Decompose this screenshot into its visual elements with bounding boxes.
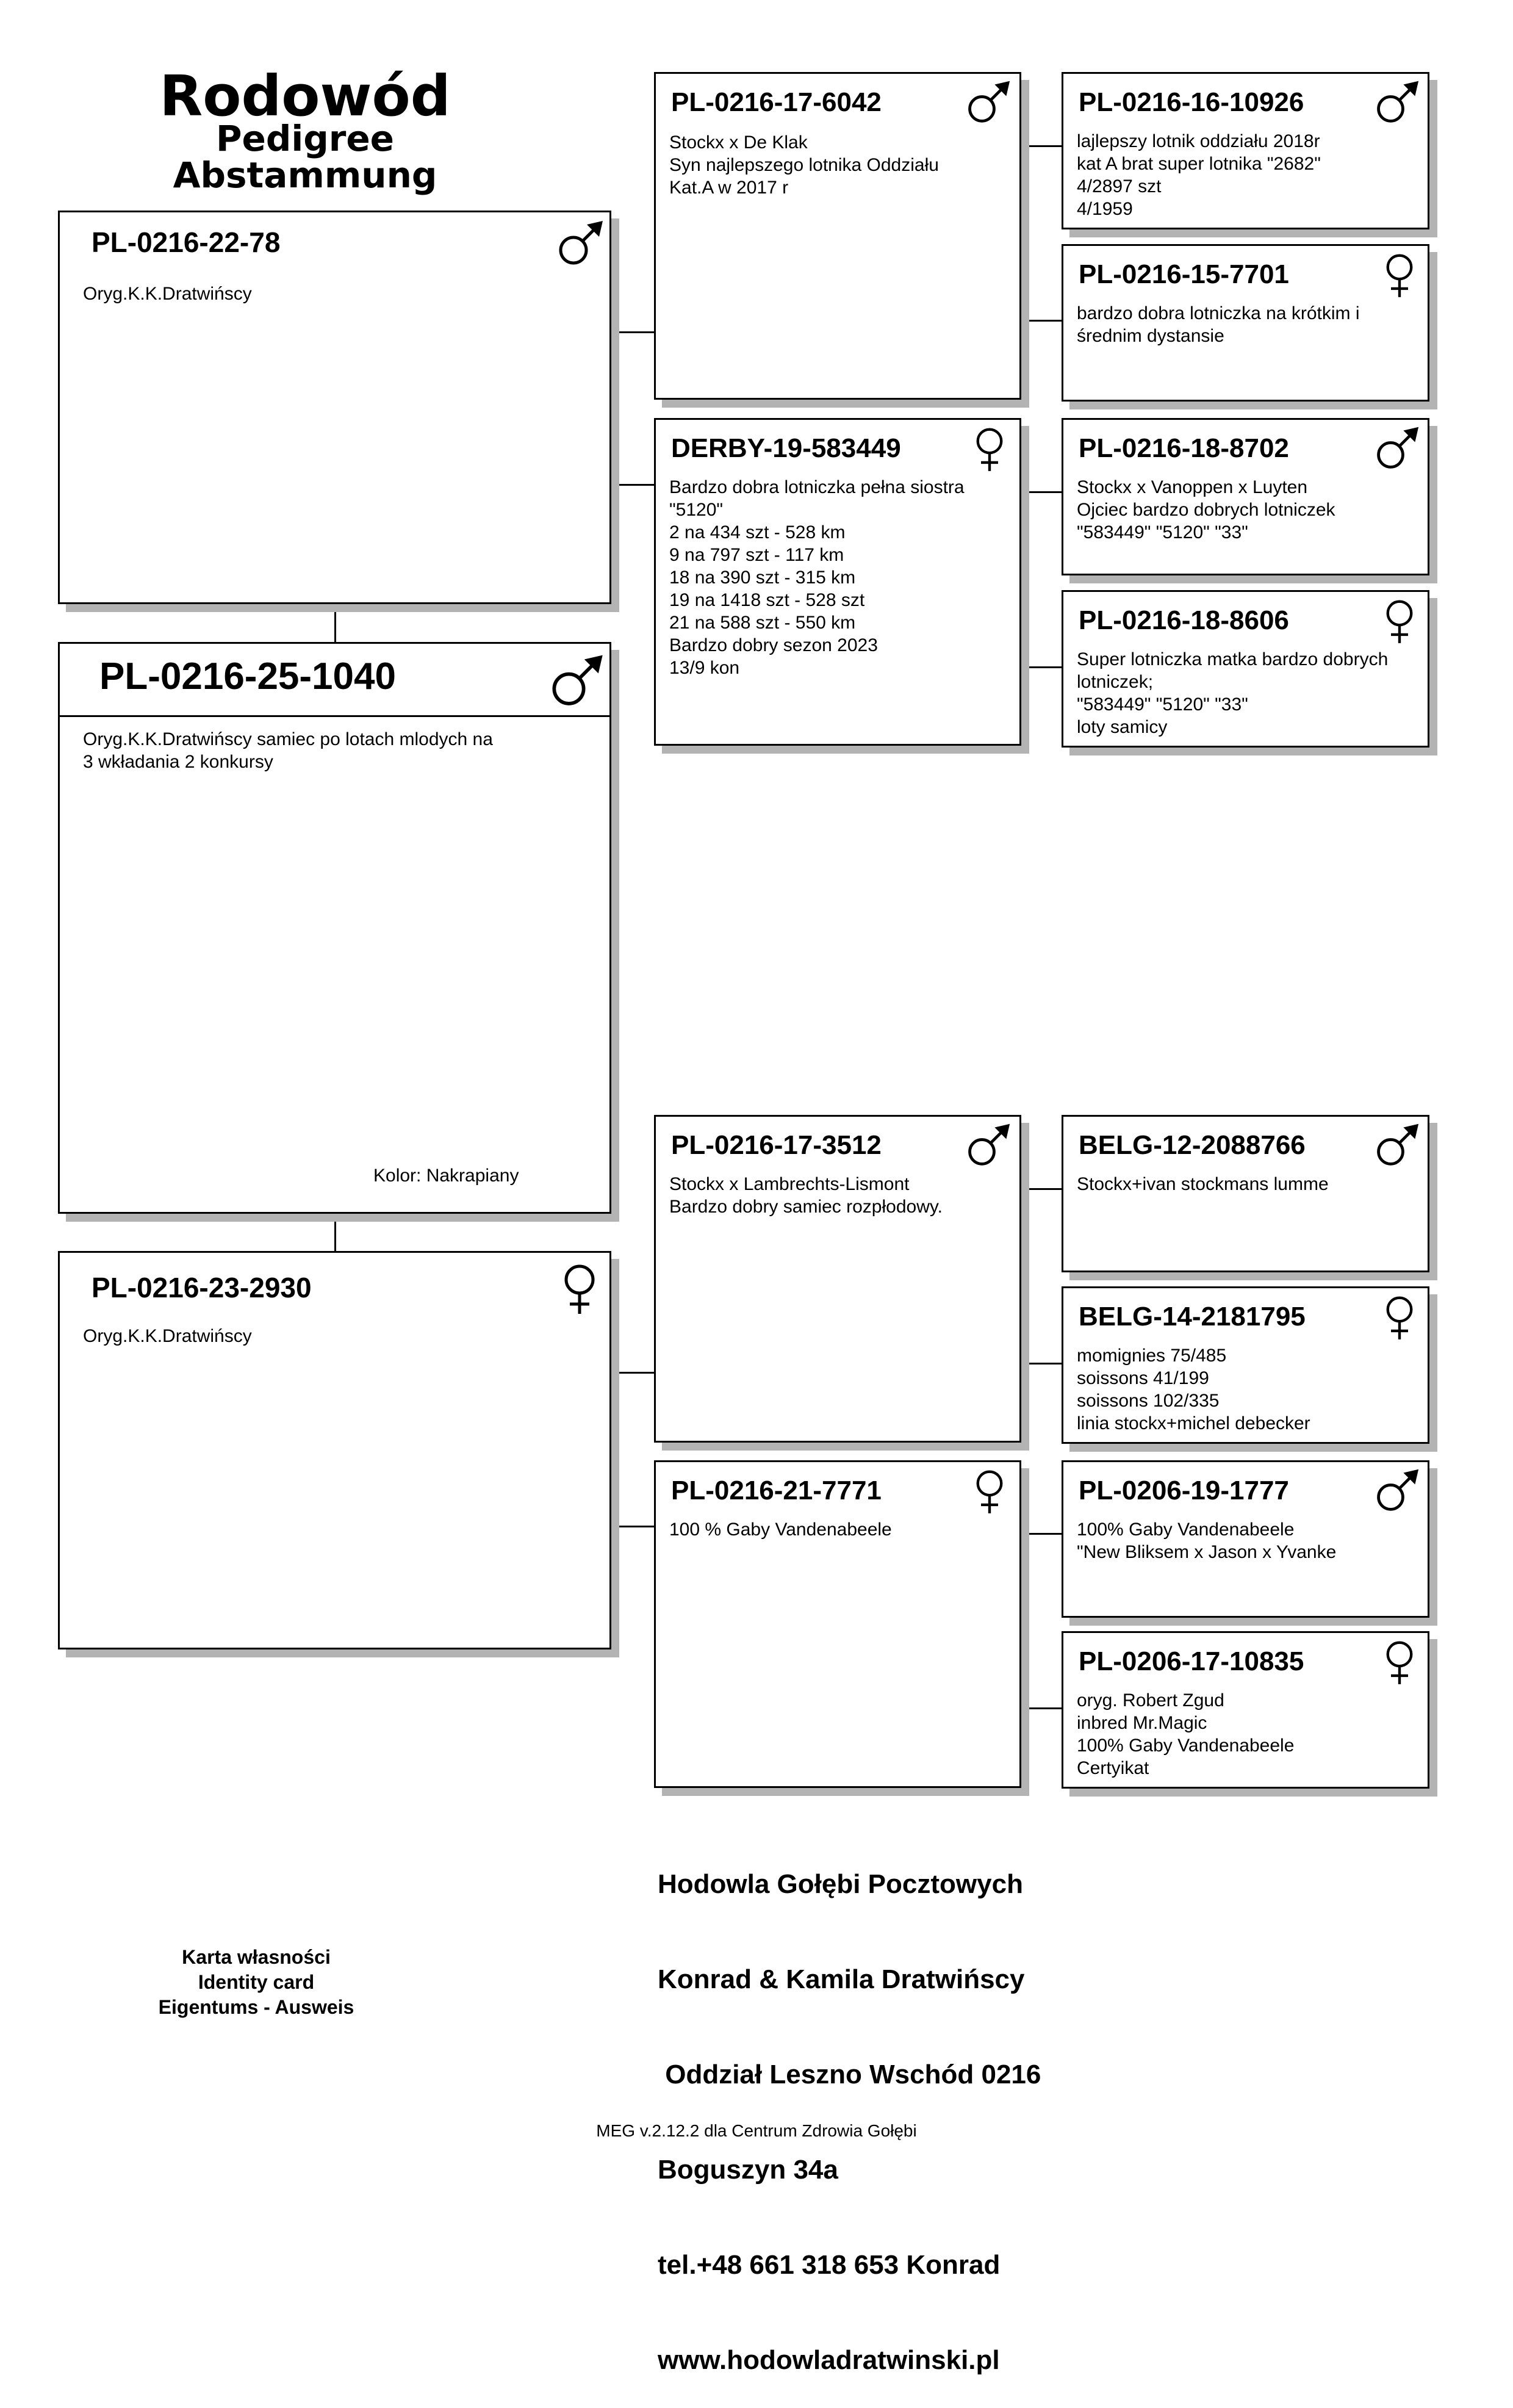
ring-number: PL-0216-17-6042	[671, 87, 882, 117]
description: Super lotniczka matka bardzo dobrych lotniczek; "583449" "5120" "33" loty samicy	[1077, 649, 1389, 737]
ss-dam-card	[1062, 244, 1429, 402]
ring-number: PL-0216-18-8702	[1079, 433, 1289, 463]
female-icon	[968, 424, 1011, 475]
ring-number: PL-0216-16-10926	[1079, 87, 1304, 117]
description: bardzo dobra lotniczka na krótkim i średnim dystansie	[1077, 303, 1360, 346]
female-icon	[1378, 1292, 1421, 1343]
description: Stockx x De Klak Syn najlepszego lotnika Oddziału Kat.A w 2017 r	[669, 132, 939, 198]
dam-dam-card	[654, 1460, 1021, 1788]
ring-number: PL-0206-19-1777	[1079, 1476, 1289, 1505]
identity-card-pl: Karta własności	[182, 1946, 331, 1968]
subject-card	[58, 642, 611, 1214]
connector-sire-sire	[610, 331, 654, 333]
header-divider	[60, 715, 609, 717]
description: oryg. Robert Zgud inbred Mr.Magic 100% Gaby Vandenabeele Certyikat	[1077, 1690, 1295, 1778]
description: 100 % Gaby Vandenabeele	[669, 1519, 892, 1540]
connector-sd-dam	[1020, 666, 1064, 668]
male-icon	[1373, 425, 1420, 471]
connector-sire-subject	[334, 603, 336, 643]
dam-card	[58, 1251, 611, 1649]
ring-number: PL-0216-15-7701	[1079, 259, 1289, 289]
ds-dam-card	[1062, 1286, 1429, 1444]
female-icon	[1378, 250, 1421, 301]
dd-sire-card	[1062, 1460, 1429, 1618]
sire-dam-card	[654, 418, 1021, 746]
ring-number: PL-0216-21-7771	[671, 1476, 882, 1505]
ring-number: DERBY-19-583449	[671, 433, 901, 463]
ring-number: BELG-14-2181795	[1079, 1302, 1306, 1332]
identity-card-en: Identity card	[198, 1971, 315, 1993]
male-icon	[1373, 1122, 1420, 1168]
ring-number: BELG-12-2088766	[1079, 1130, 1306, 1160]
description: momignies 75/485 soissons 41/199 soissons 102/335 linia stockx+michel debecker	[1077, 1346, 1310, 1433]
description: Bardzo dobra lotniczka pełna siostra "5120" 2 na 434 szt - 528 km 9 na 797 szt - 117 km 18 na 390 szt - 315 km 19 na 1418 szt - 528 szt 21 na 588 szt - 550 km Bardzo dobry sezon 2023 13/9 kon	[669, 477, 965, 678]
footer-software: MEG v.2.12.2 dla Centrum Zdrowia Gołębi	[596, 2121, 917, 2140]
connector-dam-sire	[610, 1372, 654, 1374]
description: lajlepszy lotnik oddziału 2018r kat A brat super lotnika "2682" 4/2897 szt 4/1959	[1077, 131, 1321, 219]
breeder-line-2: Konrad & Kamila Dratwińscy	[658, 1964, 1025, 1994]
connector-ds-sire	[1020, 1188, 1064, 1190]
sd-sire-card	[1062, 418, 1429, 575]
title-english: Pedigree	[215, 118, 395, 159]
connector-subject-dam	[334, 1211, 336, 1251]
pedigree-title	[134, 63, 476, 196]
connector-ss-dam	[1020, 320, 1064, 322]
dd-dam-card	[1062, 1631, 1429, 1789]
identity-card-label	[122, 1945, 390, 2020]
description: Oryg.K.K.Dratwińscy	[83, 284, 252, 304]
description: Stockx x Lambrechts-Lismont Bardzo dobry samiec rozpłodowy.	[669, 1174, 943, 1217]
male-icon	[555, 218, 604, 267]
connector-dd-dam	[1020, 1707, 1064, 1709]
description: 100% Gaby Vandenabeele "New Bliksem x Jason x Yvanke	[1077, 1519, 1337, 1562]
description: Oryg.K.K.Dratwińscy samiec po lotach mlodych na 3 wkładania 2 konkursy	[83, 729, 493, 772]
female-icon	[1378, 1637, 1421, 1688]
dam-sire-card	[654, 1115, 1021, 1443]
sire-sire-card	[654, 72, 1021, 400]
male-icon	[965, 1122, 1011, 1168]
male-icon	[1373, 1467, 1420, 1513]
ring-number: PL-0206-17-10835	[1079, 1646, 1304, 1676]
ring-number: PL-0216-18-8606	[1079, 605, 1289, 635]
connector-dam-dam	[610, 1526, 654, 1527]
connector-dd-sire	[1020, 1533, 1064, 1535]
color-label: Kolor: Nakrapiany	[373, 1166, 519, 1186]
description: Stockx+ivan stockmans lumme	[1077, 1174, 1329, 1194]
breeder-line-3: Oddział Leszno Wschód 0216	[658, 2060, 1041, 2089]
breeder-contact	[658, 1805, 1041, 2408]
connector-sd-sire	[1020, 491, 1064, 493]
sd-dam-card	[1062, 590, 1429, 748]
connector-sire-dam	[610, 484, 654, 486]
ring-number: PL-0216-17-3512	[671, 1130, 882, 1160]
ds-sire-card	[1062, 1115, 1429, 1272]
ring-number: PL-0216-25-1040	[99, 655, 396, 698]
description: Oryg.K.K.Dratwińscy	[83, 1326, 252, 1346]
breeder-website: www.hodowladratwinski.pl	[658, 2345, 1000, 2375]
ring-number: PL-0216-22-78	[92, 226, 281, 258]
female-icon	[555, 1261, 604, 1316]
connector-ds-dam	[1020, 1363, 1064, 1364]
sire-card	[58, 211, 611, 604]
ss-sire-card	[1062, 72, 1429, 229]
female-icon	[968, 1466, 1011, 1517]
male-icon	[965, 79, 1011, 125]
ring-number: PL-0216-23-2930	[92, 1272, 312, 1303]
identity-card-de: Eigentums - Ausweis	[158, 1996, 354, 2018]
breeder-line-1: Hodowla Gołębi Pocztowych	[658, 1869, 1023, 1899]
male-icon	[1373, 79, 1420, 125]
title-german: Abstammung	[173, 154, 437, 196]
breeder-phone: tel.+48 661 318 653 Konrad	[658, 2250, 1001, 2280]
title-polish: Rodowód	[159, 63, 451, 129]
breeder-address: Boguszyn 34a	[658, 2155, 838, 2185]
female-icon	[1378, 596, 1421, 647]
male-icon	[548, 652, 604, 708]
description: Stockx x Vanoppen x Luyten Ojciec bardzo dobrych lotniczek "583449" "5120" "33"	[1077, 477, 1335, 543]
connector-ss-sire	[1020, 145, 1064, 147]
